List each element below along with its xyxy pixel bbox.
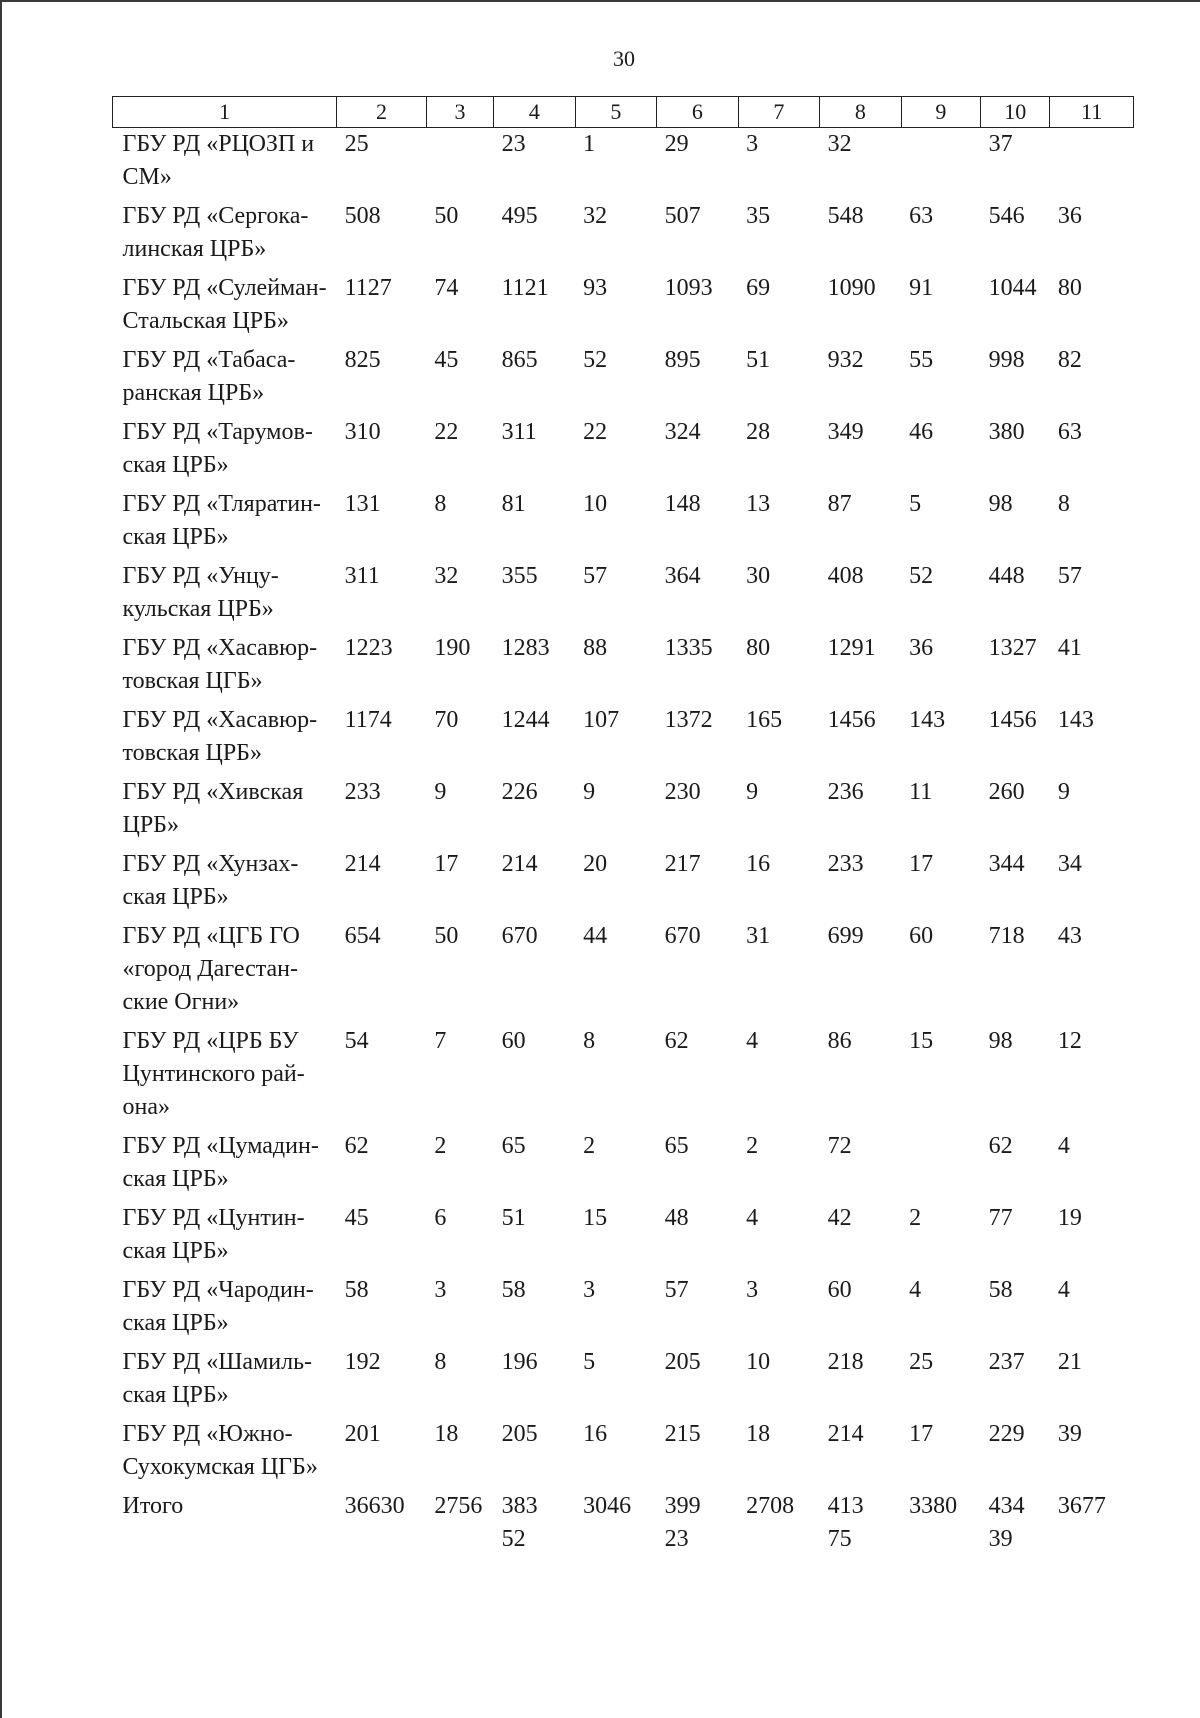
institution-name: ГБУ РД «Хасавюртовская ЦРБ» [122, 707, 318, 766]
table-cell [657, 1490, 739, 1562]
table-cell: 1283 [501, 635, 550, 661]
table-cell: 72 [827, 1133, 852, 1159]
table-cell: 3046 [583, 1493, 632, 1519]
table-cell: 98 [988, 491, 1013, 517]
table-cell: 311 [501, 419, 537, 445]
table-row [113, 776, 1134, 848]
table-cell: 63 [1057, 419, 1082, 445]
table-row [113, 1274, 1134, 1346]
table-cell: 165 [746, 707, 783, 733]
table-cell: 408 [827, 563, 864, 589]
table-cell: 324 [664, 419, 701, 445]
table-cell: 9 [583, 779, 596, 805]
table-cell: 311 [344, 563, 380, 589]
table-cell: 34 [1057, 851, 1082, 877]
table-cell: 205 [664, 1349, 701, 1375]
table-cell: 233 [827, 851, 864, 877]
table-cell: 214 [827, 1421, 864, 1447]
institution-name: ГБУ РД «Цумадинская ЦРБ» [122, 1133, 319, 1192]
table-cell: 205 [501, 1421, 538, 1447]
table-cell: 215 [664, 1421, 701, 1447]
table-cell: 236 [827, 779, 864, 805]
table-cell: 17 [909, 1421, 934, 1447]
table-cell: 60 [909, 923, 934, 949]
institution-name: ГБУ РД «Тарумовская ЦРБ» [122, 419, 313, 478]
table-cell: 77 [988, 1205, 1013, 1231]
table-cell: 22 [583, 419, 608, 445]
table-row [113, 488, 1134, 560]
table-row [113, 560, 1134, 632]
table-cell: 62 [988, 1133, 1013, 1159]
table-cell: 2 [746, 1133, 759, 1159]
table-cell: 91 [909, 275, 934, 301]
table-cell: 16 [583, 1421, 608, 1447]
page-number: 30 [613, 46, 635, 71]
table-cell: 16 [746, 851, 771, 877]
table-cell: 44 [583, 923, 608, 949]
table-cell: 10 [746, 1349, 771, 1375]
column-header: 8 [820, 97, 902, 128]
table-cell: 25 [344, 131, 369, 157]
column-header: 2 [337, 97, 427, 128]
institution-name: ГБУ РД «Цунтинская ЦРБ» [122, 1205, 305, 1264]
table-cell: 52 [583, 347, 608, 373]
table-row [113, 200, 1134, 272]
table-cell: 57 [1057, 563, 1082, 589]
table-cell: 3380 [909, 1493, 958, 1519]
table-cell: 2756 [434, 1493, 483, 1519]
table-cell: 70 [434, 707, 459, 733]
table-cell: 19 [1057, 1205, 1082, 1231]
table-cell: 237 [988, 1349, 1025, 1375]
table-header-row [113, 97, 1134, 128]
table-cell: 48 [664, 1205, 689, 1231]
table-cell: 8 [583, 1028, 596, 1054]
table-cell: 670 [664, 923, 701, 949]
table-cell: 42 [827, 1205, 852, 1231]
table-cell: 1090 [827, 275, 876, 301]
table-cell: 1 [583, 131, 596, 157]
table-cell: 23 [501, 131, 526, 157]
table-cell: 344 [988, 851, 1025, 877]
institution-name: ГБУ РД «Унцукульская ЦРБ» [122, 563, 279, 622]
table-cell: 448 [988, 563, 1025, 589]
table-cell: 35 [746, 203, 771, 229]
table-cell: 1372 [664, 707, 713, 733]
table-cell [901, 1130, 980, 1202]
table-cell: 17 [909, 851, 934, 877]
table-cell: 8 [434, 1349, 447, 1375]
column-header: 6 [657, 97, 739, 128]
table-cell: 86 [827, 1028, 852, 1054]
table-cell: 32 [434, 563, 459, 589]
table-cell: 895 [664, 347, 701, 373]
institution-name: ГБУ РД «Тляратинская ЦРБ» [122, 491, 321, 550]
institution-name: ГБУ РД «Хивская ЦРБ» [122, 779, 304, 838]
table-cell: 82 [1057, 347, 1082, 373]
table-cell [901, 128, 980, 201]
table-row [113, 1202, 1134, 1274]
table-cell: 4 [1057, 1277, 1070, 1303]
table-cell: 201 [344, 1421, 381, 1447]
table-cell: 51 [501, 1205, 526, 1231]
table-cell: 1223 [344, 635, 393, 661]
table-cell: 1121 [501, 275, 549, 301]
table-cell: 50 [434, 203, 459, 229]
table-cell: 81 [501, 491, 526, 517]
table-cell: 15 [909, 1028, 934, 1054]
table-cell: 1335 [664, 635, 713, 661]
table-cell: 39 [1057, 1421, 1082, 1447]
column-header: 4 [494, 97, 576, 128]
table-cell: 932 [827, 347, 864, 373]
total-row [113, 1490, 1134, 1562]
table-cell: 18 [434, 1421, 459, 1447]
scan-edge-left [0, 0, 2, 1718]
table-cell: 3 [746, 1277, 759, 1303]
table-cell: 45 [434, 347, 459, 373]
table-row [113, 128, 1134, 201]
table-cell: 1291 [827, 635, 876, 661]
institution-name: ГБУ РД «Хунзахская ЦРБ» [122, 851, 299, 910]
table-cell: 21 [1057, 1349, 1082, 1375]
wrapped-number: 38352 [501, 1493, 538, 1552]
institution-name: ГБУ РД «Шамильская ЦРБ» [122, 1349, 313, 1408]
table-cell: 5 [909, 491, 922, 517]
table-row [113, 1130, 1134, 1202]
table-cell: 62 [344, 1133, 369, 1159]
table-cell: 310 [344, 419, 381, 445]
table-cell: 88 [583, 635, 608, 661]
table-row [113, 632, 1134, 704]
table-cell: 1127 [344, 275, 392, 301]
table-cell: 18 [746, 1421, 771, 1447]
table-cell: 93 [583, 275, 608, 301]
table-cell: 226 [501, 779, 538, 805]
institution-name: Итого [122, 1493, 184, 1519]
institution-name: ГБУ РД «РЦОЗП и СМ» [122, 131, 315, 190]
wrapped-number: 41375 [827, 1493, 864, 1552]
table-cell: 36630 [344, 1493, 405, 1519]
table-cell: 230 [664, 779, 701, 805]
table-cell: 107 [583, 707, 620, 733]
table-cell: 74 [434, 275, 459, 301]
table-cell [820, 1490, 902, 1562]
table-cell: 62 [664, 1028, 689, 1054]
table-cell: 148 [664, 491, 701, 517]
table-cell: 3 [434, 1277, 447, 1303]
table-cell: 4 [746, 1028, 759, 1054]
table-cell: 3 [746, 131, 759, 157]
table-cell: 260 [988, 779, 1025, 805]
wrapped-number: 43439 [988, 1493, 1025, 1552]
table-cell: 3677 [1057, 1493, 1106, 1519]
data-table [112, 96, 1134, 1562]
table-body [113, 128, 1134, 1563]
table-cell: 507 [664, 203, 701, 229]
table-cell: 43 [1057, 923, 1082, 949]
column-header: 11 [1050, 97, 1134, 128]
table-cell: 17 [434, 851, 459, 877]
table-cell: 2 [434, 1133, 447, 1159]
table-cell: 58 [988, 1277, 1013, 1303]
institution-name: ГБУ РД «ЦГБ ГО «город Дагестанские Огни» [122, 923, 300, 1015]
table-cell [1050, 128, 1134, 201]
table-cell: 98 [988, 1028, 1013, 1054]
table-cell: 2 [583, 1133, 596, 1159]
table-cell: 217 [664, 851, 701, 877]
table-row [113, 416, 1134, 488]
table-cell: 1456 [827, 707, 876, 733]
table-cell: 55 [909, 347, 934, 373]
table-cell: 63 [909, 203, 934, 229]
table-cell: 8 [434, 491, 447, 517]
table-cell: 670 [501, 923, 538, 949]
column-header: 5 [575, 97, 657, 128]
table-cell: 654 [344, 923, 381, 949]
table-cell: 57 [583, 563, 608, 589]
table-cell: 2 [909, 1205, 922, 1231]
table-cell: 1244 [501, 707, 550, 733]
table-cell: 3 [583, 1277, 596, 1303]
table-row [113, 920, 1134, 1025]
institution-name: ГБУ РД «Сергокалинская ЦРБ» [122, 203, 309, 262]
table-cell: 36 [1057, 203, 1082, 229]
table-cell: 699 [827, 923, 864, 949]
table-cell: 54 [344, 1028, 369, 1054]
table-cell: 87 [827, 491, 852, 517]
wrapped-number: 39923 [664, 1493, 701, 1552]
table-cell: 28 [746, 419, 771, 445]
table-cell: 9 [1057, 779, 1070, 805]
table-cell: 4 [1057, 1133, 1070, 1159]
table-cell: 380 [988, 419, 1025, 445]
table-cell: 2708 [746, 1493, 795, 1519]
table-cell: 9 [434, 779, 447, 805]
table-cell: 50 [434, 923, 459, 949]
table-cell: 865 [501, 347, 538, 373]
table-cell: 546 [988, 203, 1025, 229]
table-cell: 30 [746, 563, 771, 589]
table-cell: 190 [434, 635, 471, 661]
table-cell: 718 [988, 923, 1025, 949]
scan-edge-top [0, 0, 1200, 2]
table-cell: 143 [909, 707, 946, 733]
table-cell: 5 [583, 1349, 596, 1375]
table-cell: 364 [664, 563, 701, 589]
table-cell: 998 [988, 347, 1025, 373]
table-cell: 58 [501, 1277, 526, 1303]
table-cell: 60 [827, 1277, 852, 1303]
table-cell [981, 1490, 1050, 1562]
table-cell: 11 [909, 779, 933, 805]
table-cell: 65 [501, 1133, 526, 1159]
table-row [113, 1346, 1134, 1418]
table-cell: 22 [434, 419, 459, 445]
institution-name: ГБУ РД «Чародинская ЦРБ» [122, 1277, 314, 1336]
table-cell: 80 [746, 635, 771, 661]
table-cell: 192 [344, 1349, 381, 1375]
table-cell: 31 [746, 923, 771, 949]
table-cell: 6 [434, 1205, 447, 1231]
table-cell: 25 [909, 1349, 934, 1375]
institution-name: ГБУ РД «Табасаранская ЦРБ» [122, 347, 296, 406]
table-cell: 9 [746, 779, 759, 805]
table-cell: 508 [344, 203, 381, 229]
table-cell: 548 [827, 203, 864, 229]
table-row [113, 704, 1134, 776]
institution-name: ГБУ РД «Хасавюртовская ЦГБ» [122, 635, 318, 694]
table-cell: 69 [746, 275, 771, 301]
table-cell: 60 [501, 1028, 526, 1054]
column-header: 9 [901, 97, 980, 128]
table-cell: 229 [988, 1421, 1025, 1447]
table-cell: 37 [988, 131, 1013, 157]
table-cell: 65 [664, 1133, 689, 1159]
table-row [113, 848, 1134, 920]
table-cell [426, 128, 493, 201]
institution-name: ГБУ РД «Южно-Сухокумская ЦГБ» [122, 1421, 318, 1480]
table-cell: 4 [746, 1205, 759, 1231]
table-cell: 1044 [988, 275, 1037, 301]
column-header: 3 [426, 97, 493, 128]
table-cell [494, 1490, 576, 1562]
table-cell: 218 [827, 1349, 864, 1375]
table-cell: 32 [827, 131, 852, 157]
table-cell: 349 [827, 419, 864, 445]
table-cell: 13 [746, 491, 771, 517]
table-cell: 29 [664, 131, 689, 157]
column-header: 1 [113, 97, 337, 128]
table-cell: 41 [1057, 635, 1082, 661]
table-cell: 131 [344, 491, 381, 517]
table-cell: 51 [746, 347, 771, 373]
table-cell: 495 [501, 203, 538, 229]
table-cell: 1174 [344, 707, 392, 733]
table-cell: 233 [344, 779, 381, 805]
table-cell: 20 [583, 851, 608, 877]
table-cell: 45 [344, 1205, 369, 1231]
table-cell: 8 [1057, 491, 1070, 517]
table-row [113, 272, 1134, 344]
table-cell: 143 [1057, 707, 1094, 733]
table-row [113, 1418, 1134, 1490]
table-row [113, 344, 1134, 416]
column-header: 7 [738, 97, 820, 128]
table-cell: 214 [501, 851, 538, 877]
column-header: 10 [981, 97, 1050, 128]
table-cell: 1327 [988, 635, 1037, 661]
table-cell: 46 [909, 419, 934, 445]
table-cell: 7 [434, 1028, 447, 1054]
table-cell: 12 [1057, 1028, 1082, 1054]
table-cell: 214 [344, 851, 381, 877]
table-cell: 80 [1057, 275, 1082, 301]
table-cell: 58 [344, 1277, 369, 1303]
institution-name: ГБУ РД «ЦРБ БУ Цунтинского района» [122, 1028, 305, 1120]
table-cell: 4 [909, 1277, 922, 1303]
table-cell: 1456 [988, 707, 1037, 733]
table-cell: 1093 [664, 275, 713, 301]
table-cell: 15 [583, 1205, 608, 1231]
table-cell: 52 [909, 563, 934, 589]
table-cell: 32 [583, 203, 608, 229]
table-row [113, 1025, 1134, 1130]
table-cell: 57 [664, 1277, 689, 1303]
table-cell: 825 [344, 347, 381, 373]
table-cell: 355 [501, 563, 538, 589]
table-cell: 10 [583, 491, 608, 517]
institution-name: ГБУ РД «Сулейман-Стальская ЦРБ» [122, 275, 327, 334]
table-cell: 196 [501, 1349, 538, 1375]
table-cell: 36 [909, 635, 934, 661]
